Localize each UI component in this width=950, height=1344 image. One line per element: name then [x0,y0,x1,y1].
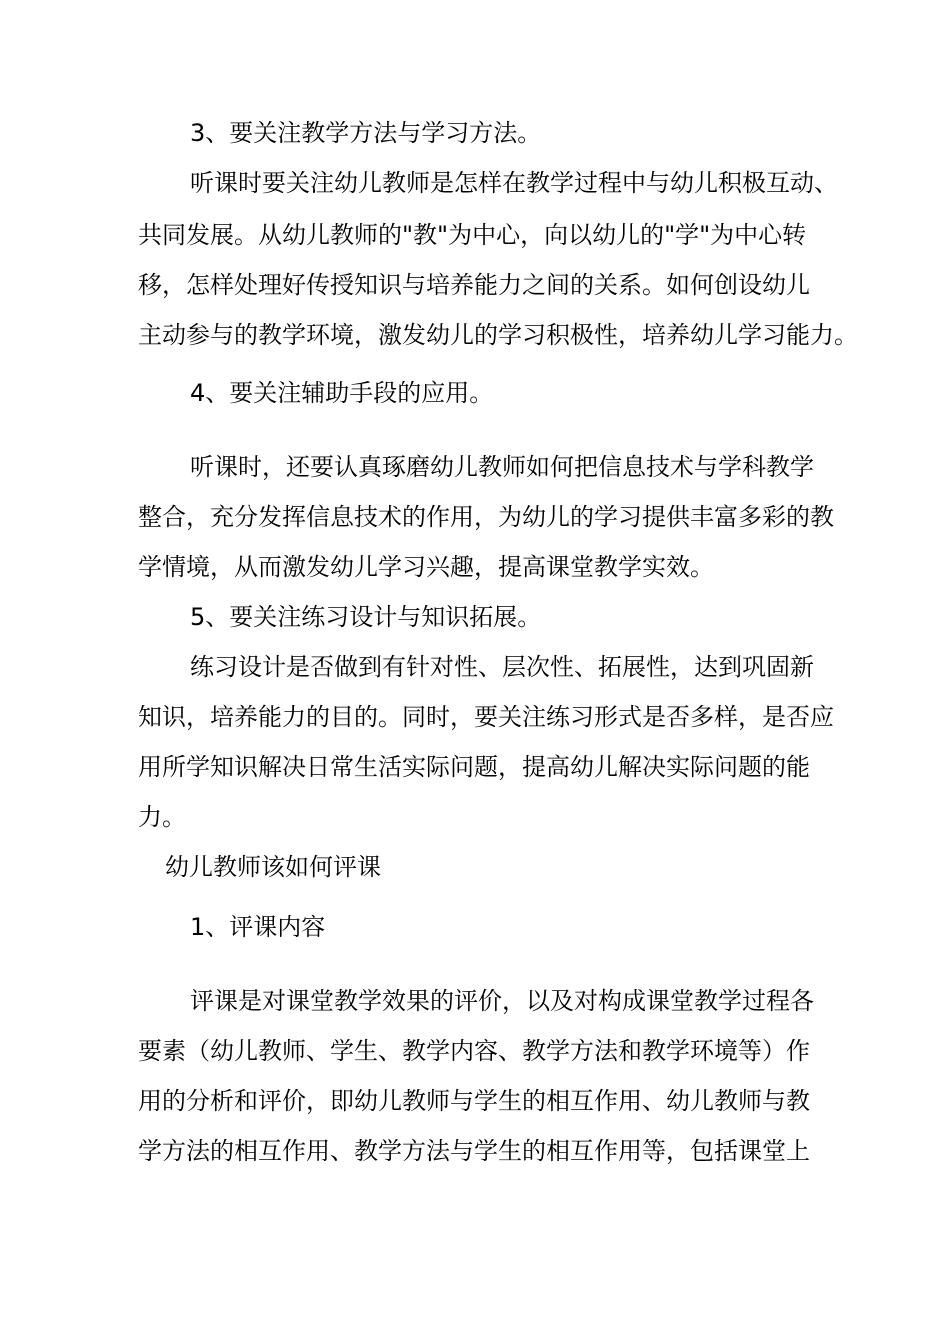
paragraph-line: 听课时，还要认真琢磨幼儿教师如何把信息技术与学科教学 [190,453,814,481]
paragraph-line: 练习设计是否做到有针对性、层次性、拓展性，达到巩固新 [190,653,814,681]
heading-point-5: 5、要关注练习设计与知识拓展。 [190,603,542,631]
section-title: 幼儿教师该如何评课 [165,853,381,881]
paragraph-line: 主动参与的教学环境，激发幼儿的学习积极性，培养幼儿学习能力。 [138,321,858,349]
paragraph-line: 知识，培养能力的目的。同时，要关注练习形式是否多样，是否应 [138,703,834,731]
paragraph-line: 移，怎样处理好传授知识与培养能力之间的关系。如何创设幼儿 [138,271,810,299]
paragraph-line: 学方法的相互作用、教学方法与学生的相互作用等，包括课堂上 [138,1137,810,1165]
heading-point-4: 4、要关注辅助手段的应用。 [190,379,494,407]
paragraph-line: 要素（幼儿教师、学生、教学内容、教学方法和教学环境等）作 [138,1037,810,1065]
paragraph-line: 听课时要关注幼儿教师是怎样在教学过程中与幼儿积极互动、 [190,169,838,197]
paragraph-line: 学情境，从而激发幼儿学习兴趣，提高课堂教学实效。 [138,553,714,581]
paragraph-line: 力。 [138,803,186,831]
heading-point-1: 1、评课内容 [190,913,326,941]
paragraph-line: 共同发展。从幼儿教师的"教"为中心，向以幼儿的"学"为中心转 [138,221,807,249]
paragraph-line: 用所学知识解决日常生活实际问题，提高幼儿解决实际问题的能 [138,753,810,781]
paragraph-line: 评课是对课堂教学效果的评价，以及对构成课堂教学过程各 [190,987,814,1015]
paragraph-line: 整合，充分发挥信息技术的作用，为幼儿的学习提供丰富多彩的教 [138,503,834,531]
paragraph-line: 用的分析和评价，即幼儿教师与学生的相互作用、幼儿教师与教 [138,1087,810,1115]
heading-point-3: 3、要关注教学方法与学习方法。 [190,119,542,147]
